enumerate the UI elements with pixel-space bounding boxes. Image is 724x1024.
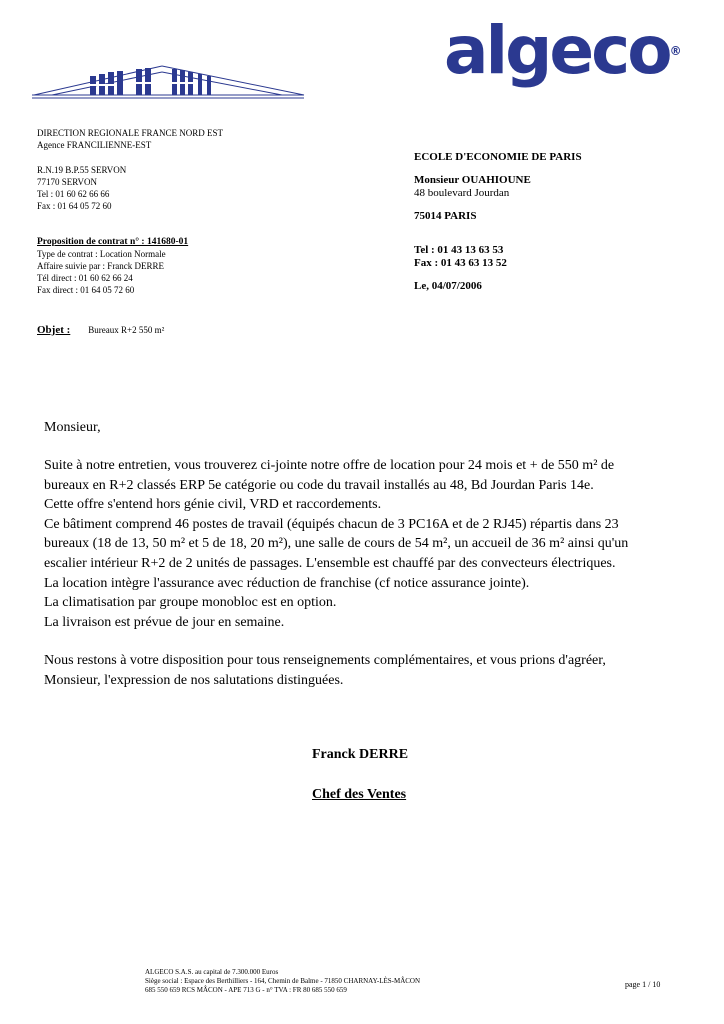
paragraph-line: La livraison est prévue de jour en semaine. [44,614,285,630]
registered-mark: ® [669,44,682,58]
logo-wordmark: algeco [444,12,670,89]
sender-company [37,127,223,151]
recipient-city: 75014 PARIS [414,210,477,222]
footer-legal [145,968,420,995]
building-illustration [32,62,307,102]
footer-line: 685 550 659 RCS MÂCON - APE 713 G - n° TVA : FR 80 685 550 659 [145,986,347,994]
paragraph-line: Cette offre s'entend hors génie civil, VRD et raccordements. [44,497,382,513]
object-value: Bureaux R+2 550 m² [88,325,165,335]
letter-salutation: Monsieur, [44,420,101,435]
letter-paragraph-1 [44,456,704,632]
letter-date: Le, 04/07/2006 [414,280,482,292]
recipient-org: ECOLE D'ECONOMIE DE PARIS [414,151,582,163]
company-line: Agence FRANCILIENNE-EST [37,140,152,150]
letter-paragraph-2 [44,651,704,690]
address-line: Fax : 01 64 05 72 60 [37,201,112,211]
paragraph-line: Suite à notre entretien, vous trouverez ci-jointe notre offre de location pour 24 mois et + de 550 m² de [44,458,615,473]
paragraph-line: Nous restons à votre disposition pour tous renseignements complémentaires, et vous prions d'agréer, [44,653,606,668]
object-line [37,320,164,338]
contract-line: Tél direct : 01 60 62 66 24 [37,273,133,283]
address-line: 77170 SERVON [37,177,98,187]
building-drawing-icon [32,62,307,102]
paragraph-line: Monsieur, l'expression de nos salutations distinguées. [44,672,344,688]
footer-line: ALGECO S.A.S. au capital de 7.300.000 Euros [145,968,279,976]
paragraph-line: bureaux (18 de 13, 50 m² et 5 de 18, 20 m²), une salle de cours de 54 m², un accueil de 36 m² ainsi qu'un [44,536,629,552]
paragraph-line: escalier intérieur R+2 de 2 unités de passages. L'ensemble est chauffé par des convecteurs électriques. [44,555,616,571]
paragraph-line: La location intègre l'assurance avec réduction de franchise (cf notice assurance jointe). [44,575,530,591]
contract-block [37,236,188,296]
footer-line: Siège social : Espace des Berthilliers - 164, Chemin de Balme - 71850 CHARNAY-LÈS-MÂCON [145,977,421,985]
contract-line: Fax direct : 01 64 05 72 60 [37,285,135,295]
recipient-street: 48 boulevard Jourdan [414,187,510,199]
recipient-tel: Tel : 01 43 13 63 53 [414,244,504,256]
object-label: Objet : [37,324,71,336]
signature-title: Chef des Ventes [312,787,407,802]
paragraph-line: Ce bâtiment comprend 46 postes de travail (équipés chacun de 3 PC16A et de 2 RJ45) répartis dans 23 [44,516,619,532]
recipient-fax: Fax : 01 43 63 13 52 [414,257,507,269]
recipient-block [414,151,582,293]
contract-line: Type de contrat : Location Normale [37,249,166,259]
paragraph-line: bureaux en R+2 classés ERP 5e catégorie ou code du travail installés au 48, Bd Jourdan Paris 14e. [44,477,594,493]
address-line: R.N.19 B.P.55 SERVON [37,165,127,175]
address-line: Tel : 01 60 62 66 66 [37,189,110,199]
signature-name: Franck DERRE [312,747,409,762]
recipient-name: Monsieur OUAHIOUNE [414,174,531,186]
contract-title: Proposition de contrat n° : 141680-01 [37,237,189,247]
company-line: DIRECTION REGIONALE FRANCE NORD EST [37,128,223,138]
page-number: page 1 / 10 [625,980,661,989]
paragraph-line: La climatisation par groupe monobloc est en option. [44,595,337,611]
algeco-logo [444,12,682,89]
contract-line: Affaire suivie par : Franck DERRE [37,261,165,271]
sender-address [37,164,126,212]
